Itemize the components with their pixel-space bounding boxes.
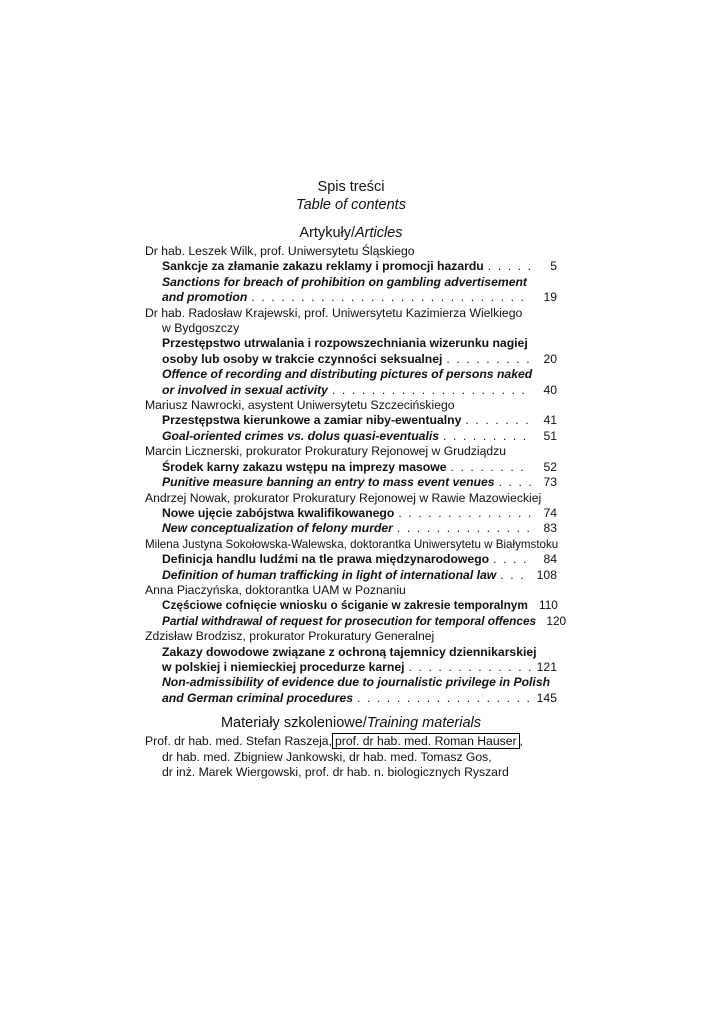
article-title-pl: osoby lub osoby w trakcie czynności seksualnej (162, 351, 443, 366)
training-heading-pl: Materiały szkoleniowe/ (220, 715, 367, 732)
page-number: 84 (543, 552, 557, 567)
leader-dots (488, 259, 531, 274)
toc-item-en[interactable] (145, 691, 557, 706)
page-number: 108 (536, 567, 557, 582)
article-title-pl: Przestępstwa kierunkowe a zamiar niby-ewentualny (162, 413, 462, 428)
leader-dots (450, 460, 531, 475)
page-number: 145 (536, 690, 557, 705)
toc-item-en[interactable] (145, 613, 567, 629)
toc-entry (145, 629, 557, 706)
toc-entry (145, 444, 557, 490)
page-number: 110 (539, 598, 558, 613)
toc-entry (145, 582, 567, 629)
toc-item-pl[interactable] (145, 413, 557, 428)
page-number: 51 (543, 428, 557, 443)
toc-item-pl[interactable] (145, 506, 557, 521)
highlighted-author[interactable]: prof. dr hab. med. Roman Hauser (332, 733, 520, 749)
toc-item-en[interactable] (145, 429, 557, 444)
article-title-pl: Definicja handlu ludźmi na tle prawa międzynarodowego (162, 552, 490, 567)
toc-entry (145, 244, 557, 306)
page-title: Spis treści (317, 179, 385, 195)
page-number: 83 (543, 521, 557, 536)
page-number: 19 (543, 290, 557, 305)
author-line: Dr hab. Leszek Wilk, prof. Uniwersytetu Śląskiego (145, 244, 415, 258)
page-number: 120 (546, 613, 567, 628)
author-line: Zdzisław Brodzisz, prokurator Prokuratury Generalnej (145, 629, 435, 644)
leader-dots (251, 290, 531, 305)
leader-dots (357, 691, 531, 706)
training-heading-en: Training materials (366, 715, 482, 732)
author-line: Mariusz Nawrocki, asystent Uniwersytetu Szczecińskiego (145, 398, 455, 413)
article-title-en: Goal-oriented crimes vs. dolus quasi-eventualis (162, 428, 440, 443)
leader-dots (443, 429, 531, 444)
article-title-pl: Sankcje za złamanie zakazu reklamy i promocji hazardu (162, 259, 484, 274)
toc-item-en[interactable] (145, 475, 557, 490)
article-title-en: and German criminal procedures (162, 690, 354, 705)
training-authors (145, 734, 557, 780)
training-authors-line3: dr inż. Marek Wiergowski, prof. dr hab. n. biologicznych Ryszard (162, 765, 509, 779)
article-title-en: and promotion (162, 290, 248, 305)
page-number: 74 (543, 505, 557, 520)
article-title-en-line: Sanctions for breach of prohibition on gambling advertisement (162, 274, 527, 289)
leader-dots (500, 568, 531, 583)
toc-item-en[interactable] (145, 383, 557, 398)
leader-dots (446, 352, 531, 367)
author-line: Andrzej Nowak, prokurator Prokuratury Rejonowej w Rawie Mazowieckiej (145, 490, 542, 505)
article-title-pl: Środek karny zakazu wstępu na imprezy masowe (162, 459, 447, 474)
training-heading (145, 714, 557, 732)
page-number: 5 (550, 259, 557, 274)
articles-heading (145, 224, 557, 242)
toc-entry (145, 306, 557, 398)
leader-dots (409, 660, 532, 675)
toc-item-pl[interactable] (145, 352, 557, 367)
page-number: 41 (543, 413, 557, 428)
table-of-contents-page (145, 178, 567, 780)
leader-dots (332, 383, 531, 398)
toc-item-en[interactable] (145, 290, 557, 305)
training-author-prefix: Prof. dr hab. med. Stefan Raszeja, (145, 734, 332, 749)
page-number: 52 (543, 459, 557, 474)
author-line-cont: w Bydgoszczy (162, 321, 240, 336)
article-title-en-line: Non-admissibility of evidence due to journalistic privilege in Polish (162, 675, 551, 690)
training-authors-line1 (145, 734, 557, 749)
toc-item-pl[interactable] (145, 660, 557, 675)
toc-item-pl[interactable] (145, 460, 557, 475)
author-line: Anna Piaczyńska, doktorantka UAM w Poznaniu (145, 582, 406, 597)
author-line: Marcin Licznerski, prokurator Prokuratury Rejonowej w Grudziądzu (145, 444, 507, 459)
leader-dots (465, 413, 531, 428)
author-line: Dr hab. Radosław Krajewski, prof. Uniwersytetu Kazimierza Wielkiego (145, 305, 523, 320)
leader-dots (397, 521, 531, 536)
article-title-pl-line: Przestępstwo utrwalania i rozpowszechniania wizerunku nagiej (162, 336, 528, 351)
article-title-en-line: Offence of recording and distributing pictures of persons naked (162, 367, 533, 382)
articles-heading-pl: Artykuły/ (299, 225, 356, 241)
articles-heading-en: Articles (355, 225, 403, 241)
toc-entry (145, 398, 557, 444)
page-number: 20 (543, 351, 557, 366)
article-title-pl-line: Zakazy dowodowe związane z ochroną tajemnicy dziennikarskiej (162, 644, 537, 659)
toc-item-pl[interactable] (145, 259, 557, 274)
toc-item-en[interactable] (145, 521, 557, 536)
article-title-en: New conceptualization of felony murder (162, 521, 393, 536)
article-title-en: Punitive measure banning an entry to mass event venues (162, 475, 495, 490)
leader-dots (499, 475, 531, 490)
toc-item-pl[interactable] (145, 552, 557, 567)
leader-dots (493, 552, 531, 567)
page-number: 40 (543, 382, 557, 397)
article-title-en: or involved in sexual activity (162, 382, 328, 397)
toc-item-en[interactable] (145, 568, 557, 583)
toc-entry (145, 491, 557, 537)
article-title-pl: Nowe ujęcie zabójstwa kwalifikowanego (162, 505, 395, 520)
article-title-pl: Częściowe cofnięcie wniosku o ściganie w zakresie temporalnym (162, 598, 528, 613)
leader-dots (398, 506, 531, 521)
article-title-pl: w polskiej i niemieckiej procedurze karnej (162, 659, 405, 674)
author-line: Milena Justyna Sokołowska-Walewska, doktorantka Uniwersytetu w Białymstoku (145, 537, 559, 551)
training-authors-line2: dr hab. med. Zbigniew Jankowski, dr hab. med. Tomasz Gos, (162, 749, 492, 764)
page-number: 73 (543, 475, 557, 490)
toc-item-pl[interactable] (145, 598, 557, 613)
page-subtitle: Table of contents (296, 197, 406, 213)
article-title-en: Definition of human trafficking in light of international law (162, 567, 497, 582)
toc-entry (145, 537, 557, 583)
page-number: 121 (536, 659, 557, 674)
training-author-suffix: , (519, 734, 523, 749)
article-title-en: Partial withdrawal of request for prosecution for temporal offences (162, 613, 537, 628)
